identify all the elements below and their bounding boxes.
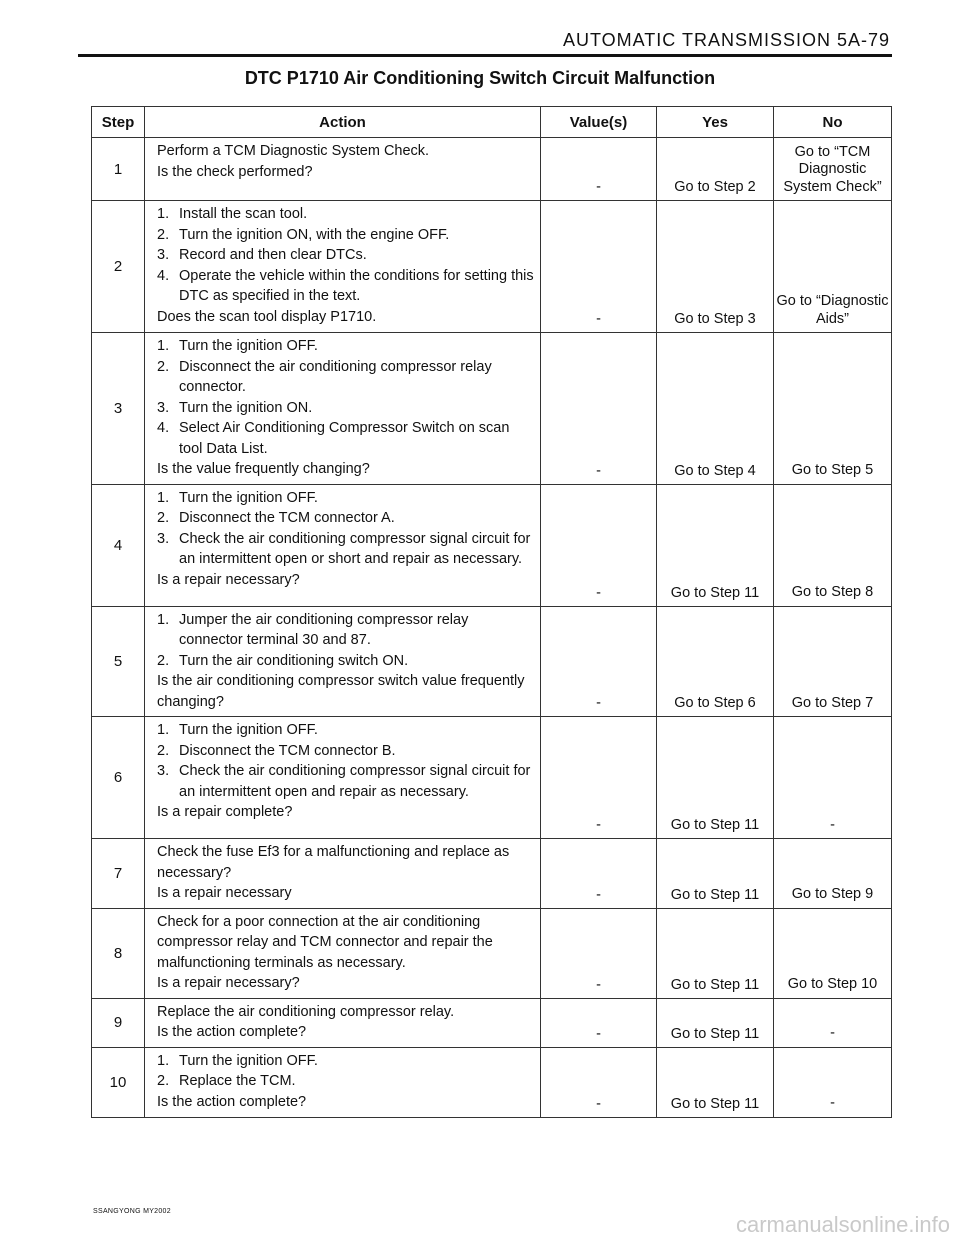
step-number: 9 (92, 998, 145, 1047)
action-list-item (157, 610, 534, 651)
action-item-number: 1. (157, 489, 170, 506)
action-list-item (157, 651, 534, 672)
value-cell: - (541, 606, 657, 717)
column-header-values: Value(s) (541, 107, 657, 138)
action-item-text: Install the scan tool. (179, 206, 308, 222)
action-item-text: Check the air conditioning compressor signal circuit for an intermittent open or short and repair as necessary. (179, 530, 531, 567)
action-text: Replace the air conditioning compressor relay. (157, 1003, 455, 1020)
action-item-number: 3. (157, 763, 170, 779)
action-text: Check for a poor connection at the air conditioning compressor relay and TCM connector and repair the malfunctioning terminals as necessary. (157, 913, 493, 971)
action-item-text: Turn the air conditioning switch ON. (179, 652, 409, 669)
action-item-number: 3. (157, 399, 170, 416)
table-row (92, 201, 892, 333)
action-text: Is a repair complete? (157, 804, 293, 820)
action-list-item (157, 741, 534, 762)
step-number: 8 (92, 908, 145, 998)
action-item-text: Disconnect the air conditioning compressor relay connector. (179, 358, 492, 395)
value-cell: - (541, 998, 657, 1047)
table-row (92, 908, 892, 998)
yes-cell: Go to Step 2 (657, 138, 774, 201)
action-cell (145, 717, 541, 839)
step-number: 5 (92, 606, 145, 717)
action-item-text: Turn the ignition ON, with the engine OFF. (179, 226, 450, 243)
no-cell: - (774, 998, 892, 1047)
action-text: Is the air conditioning compressor switch value frequently changing? (157, 673, 525, 710)
action-cell (145, 333, 541, 485)
action-item-number: 2. (157, 742, 170, 759)
action-item-number: 2. (157, 510, 170, 526)
action-list-item (157, 1071, 534, 1092)
step-number: 6 (92, 717, 145, 839)
action-item-text: Disconnect the TCM connector A. (179, 510, 395, 526)
action-text: Check the fuse Ef3 for a malfunctioning and replace as necessary? (157, 844, 510, 881)
action-cell (145, 908, 541, 998)
value-cell: - (541, 201, 657, 333)
header-rule (78, 54, 892, 57)
action-list-item (157, 266, 534, 307)
value-cell: - (541, 908, 657, 998)
yes-cell: Go to Step 11 (657, 839, 774, 909)
action-item-text: Replace the TCM. (179, 1073, 296, 1089)
action-item-number: 2. (157, 1073, 170, 1089)
column-header-no: No (774, 107, 892, 138)
step-number: 3 (92, 333, 145, 485)
table-row (92, 839, 892, 909)
action-text: Perform a TCM Diagnostic System Check. (157, 143, 430, 159)
column-header-action: Action (145, 107, 541, 138)
action-list-item (157, 398, 534, 419)
action-list-item (157, 225, 534, 246)
action-cell (145, 1047, 541, 1117)
step-number: 1 (92, 138, 145, 201)
table-row (92, 606, 892, 717)
action-list-item (157, 488, 534, 509)
value-cell: - (541, 717, 657, 839)
action-text: Is the action complete? (157, 1024, 307, 1040)
action-item-number: 3. (157, 247, 170, 263)
action-item-number: 1. (157, 338, 170, 354)
action-text: Is the check performed? (157, 163, 313, 180)
table-header-row (92, 107, 892, 138)
action-text: Is a repair necessary? (157, 571, 300, 588)
column-header-yes: Yes (657, 107, 774, 138)
page-title: DTC P1710 Air Conditioning Switch Circuit Malfunction (244, 68, 716, 88)
action-text: Is the action complete? (157, 1093, 307, 1110)
action-item-number: 1. (157, 722, 170, 738)
footer-text: SSANGYONG MY2002 (93, 1208, 171, 1215)
action-item-text: Operate the vehicle within the conditions for setting this DTC as specified in the text. (179, 267, 534, 304)
action-item-text: Check the air conditioning compressor signal circuit for an intermittent open and repair as necessary. (179, 763, 531, 800)
no-cell: Go to Step 10 (774, 908, 892, 998)
yes-cell: Go to Step 4 (657, 333, 774, 485)
action-cell (145, 998, 541, 1047)
value-cell: - (541, 138, 657, 201)
action-item-text: Record and then clear DTCs. (179, 247, 367, 263)
table-body (92, 138, 892, 1118)
no-cell: Go to “TCM Diagnostic System Check” (774, 138, 892, 201)
action-text: Does the scan tool display P1710. (157, 308, 377, 325)
action-cell (145, 606, 541, 717)
action-list-item (157, 720, 534, 741)
no-cell: Go to Step 8 (774, 484, 892, 606)
yes-cell: Go to Step 6 (657, 606, 774, 717)
action-item-number: 1. (157, 1052, 170, 1069)
no-cell: Go to “Diagnostic Aids” (774, 201, 892, 333)
action-item-text: Turn the ignition OFF. (179, 338, 318, 354)
action-item-number: 2. (157, 226, 170, 243)
action-item-number: 3. (157, 530, 170, 547)
action-item-number: 2. (157, 358, 170, 375)
action-item-number: 1. (157, 206, 170, 222)
column-header-step: Step (92, 107, 145, 138)
yes-cell: Go to Step 3 (657, 201, 774, 333)
table-row (92, 998, 892, 1047)
yes-cell: Go to Step 11 (657, 1047, 774, 1117)
action-item-text: Turn the ignition OFF. (179, 722, 318, 738)
action-list-item (157, 529, 534, 570)
diagnostic-table (91, 106, 892, 1118)
action-item-number: 4. (157, 267, 170, 284)
action-cell (145, 201, 541, 333)
yes-cell: Go to Step 11 (657, 908, 774, 998)
table-row (92, 138, 892, 201)
step-number: 7 (92, 839, 145, 909)
action-item-text: Turn the ignition ON. (179, 399, 313, 416)
value-cell: - (541, 484, 657, 606)
action-text: Is the value frequently changing? (157, 461, 370, 477)
action-list-item (157, 336, 534, 357)
table-row (92, 333, 892, 485)
page-header: AUTOMATIC TRANSMISSION 5A-79 (562, 30, 890, 50)
value-cell: - (541, 839, 657, 909)
yes-cell: Go to Step 11 (657, 998, 774, 1047)
action-item-text: Jumper the air conditioning compressor relay connector terminal 30 and 87. (179, 611, 469, 648)
action-cell (145, 839, 541, 909)
yes-cell: Go to Step 11 (657, 484, 774, 606)
action-list-item (157, 1051, 534, 1072)
action-item-number: 1. (157, 611, 170, 628)
action-item-text: Select Air Conditioning Compressor Switch on scan tool Data List. (179, 420, 510, 457)
action-cell (145, 484, 541, 606)
no-cell: - (774, 1047, 892, 1117)
value-cell: - (541, 333, 657, 485)
value-cell: - (541, 1047, 657, 1117)
action-list-item (157, 418, 534, 459)
step-number: 10 (92, 1047, 145, 1117)
table-row (92, 1047, 892, 1117)
action-item-text: Disconnect the TCM connector B. (179, 742, 396, 759)
no-cell: - (774, 717, 892, 839)
no-cell: Go to Step 5 (774, 333, 892, 485)
table-row (92, 717, 892, 839)
action-item-text: Turn the ignition OFF. (179, 489, 318, 506)
action-list-item (157, 357, 534, 398)
action-text: Is a repair necessary (157, 885, 292, 901)
action-cell (145, 138, 541, 201)
action-list-item (157, 761, 534, 802)
action-item-number: 2. (157, 652, 170, 669)
table-row (92, 484, 892, 606)
no-cell: Go to Step 7 (774, 606, 892, 717)
action-item-number: 4. (157, 420, 170, 436)
yes-cell: Go to Step 11 (657, 717, 774, 839)
step-number: 4 (92, 484, 145, 606)
action-text: Is a repair necessary? (157, 975, 300, 991)
action-list-item (157, 204, 534, 225)
step-number: 2 (92, 201, 145, 333)
action-item-text: Turn the ignition OFF. (179, 1052, 318, 1069)
watermark: carmanualsonline.info (735, 1212, 950, 1237)
no-cell: Go to Step 9 (774, 839, 892, 909)
action-list-item (157, 245, 534, 266)
action-list-item (157, 508, 534, 529)
